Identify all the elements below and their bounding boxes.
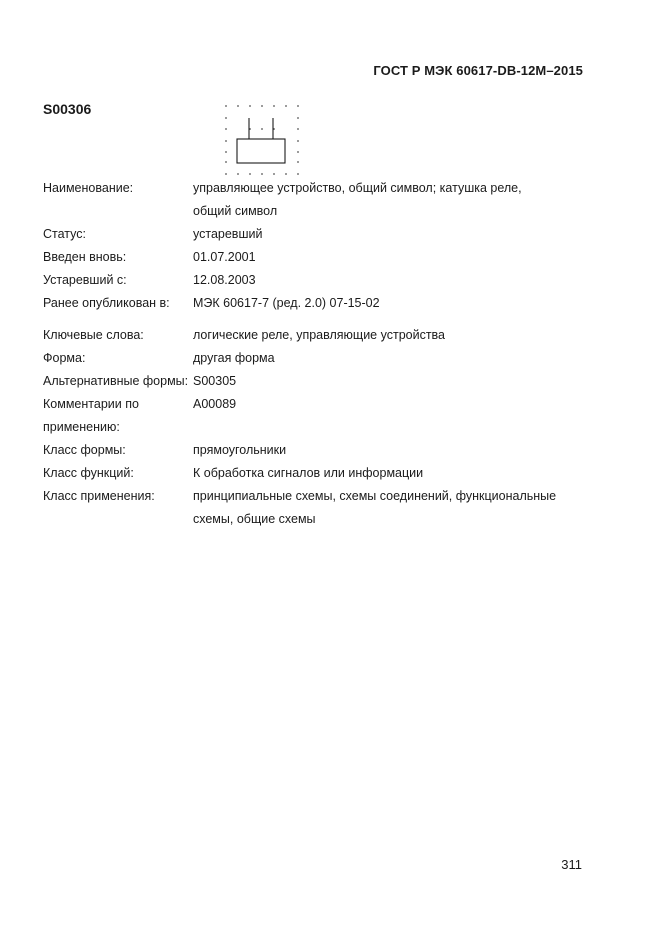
field-label: Класс применения: xyxy=(43,489,155,503)
field-row-introduced xyxy=(43,246,563,269)
field-row-application-notes xyxy=(43,393,563,439)
field-value: логические реле, управляющие устройства xyxy=(193,328,446,342)
field-value: другая форма xyxy=(193,351,275,365)
field-label: Класс функций: xyxy=(43,466,134,480)
symbol-properties xyxy=(43,177,563,531)
field-label: Форма: xyxy=(43,351,86,365)
field-row-status xyxy=(43,223,563,246)
field-row-shape-class xyxy=(43,439,563,462)
field-row-form xyxy=(43,347,563,370)
field-label: Ключевые слова: xyxy=(43,328,144,342)
field-row-keywords xyxy=(43,324,563,347)
field-value: прямоугольники xyxy=(193,443,287,457)
field-label: Наименование: xyxy=(43,181,134,195)
field-row-alternative-forms xyxy=(43,370,563,393)
symbol-code: S00306 xyxy=(43,101,92,117)
field-label: Устаревший с: xyxy=(43,273,127,287)
field-row-function-class xyxy=(43,462,563,485)
field-value: S00305 xyxy=(193,374,237,388)
field-label: Комментарии по применению: xyxy=(43,397,139,434)
field-label: Ранее опубликован в: xyxy=(43,296,170,310)
field-value: 01.07.2001 xyxy=(193,250,256,264)
standard-header: ГОСТ Р МЭК 60617-DB-12M–2015 xyxy=(373,63,583,78)
field-value: 12.08.2003 xyxy=(193,273,256,287)
field-label: Альтернативные формы: xyxy=(43,374,189,388)
field-row-previously-published xyxy=(43,292,563,315)
field-row-application-class xyxy=(43,485,563,531)
field-row-obsolete-since xyxy=(43,269,563,292)
field-value: A00089 xyxy=(193,397,237,411)
field-label: Класс формы: xyxy=(43,443,126,457)
field-value: управляющее устройство, общий символ; катушка реле, общий символ xyxy=(193,181,522,218)
field-label: Статус: xyxy=(43,227,86,241)
field-value: принципиальные схемы, схемы соединений, функциональные схемы, общие схемы xyxy=(193,489,557,526)
field-value: устаревший xyxy=(193,227,263,241)
field-row-name xyxy=(43,177,563,223)
page-number: 311 xyxy=(561,857,582,872)
field-value: К обработка сигналов или информации xyxy=(193,466,424,480)
field-value: МЭК 60617-7 (ред. 2.0) 07-15-02 xyxy=(193,296,380,310)
field-label: Введен вновь: xyxy=(43,250,127,264)
control-device-symbol-icon xyxy=(218,98,308,180)
